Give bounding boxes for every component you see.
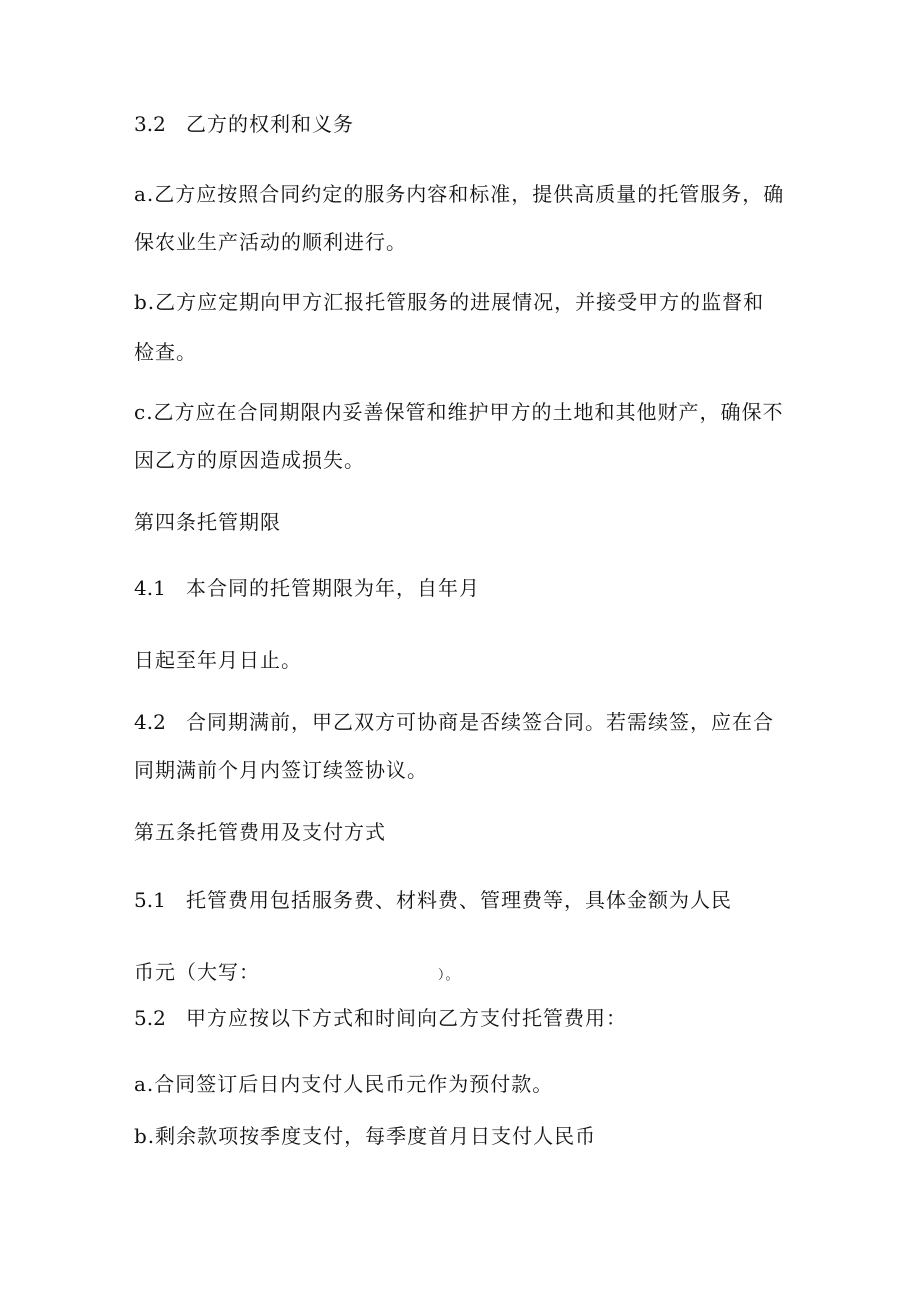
- clause-4-1-line-1: [134, 574, 480, 602]
- item-b-line-1: b.乙方应定期向甲方汇报托管服务的进展情况，并接受甲方的监督和: [134, 290, 765, 314]
- clause-number: 4.1: [134, 576, 166, 600]
- item-c-line-1: c.乙方应在合同期限内妥善保管和维护甲方的土地和其他财产，确保不: [134, 400, 784, 424]
- clause-5-2-item-a: a.合同签订后日内支付人民币元作为预付款。: [134, 1072, 554, 1096]
- clause-text: 合同期满前，甲乙双方可协商是否续签合同。若需续签，应在合: [186, 710, 774, 734]
- amount-capitalized-label: 币元（大写：: [134, 960, 260, 984]
- clause-number: 4.2: [134, 710, 166, 734]
- clause-5-2-line-1: [134, 1004, 627, 1032]
- section-title: 乙方的权利和义务: [186, 112, 354, 136]
- closing-paren: ）。: [438, 968, 460, 983]
- article-4-heading: 第四条托管期限: [134, 510, 281, 534]
- clause-text: 本合同的托管期限为年，自年月: [186, 576, 480, 600]
- clause-number: 5.1: [134, 888, 166, 912]
- item-c-line-2: 因乙方的原因造成损失。: [134, 448, 365, 472]
- clause-4-2-line-2: 同期满前个月内签订续签协议。: [134, 758, 428, 782]
- item-a-line-2: 保农业生产活动的顺利进行。: [134, 230, 407, 254]
- section-number: 3.2: [134, 112, 166, 136]
- section-3-2-heading: [134, 110, 354, 138]
- clause-4-2-line-1: [134, 708, 774, 736]
- item-b-line-2: 检查。: [134, 340, 197, 364]
- item-a-line-1: a.乙方应按照合同约定的服务内容和标准，提供高质量的托管服务，确: [134, 182, 785, 206]
- clause-text: 甲方应按以下方式和时间向乙方支付托管费用：: [186, 1006, 627, 1030]
- clause-text: 托管费用包括服务费、材料费、管理费等，具体金额为人民: [186, 888, 732, 912]
- clause-5-2-item-b: b.剩余款项按季度支付，每季度首月日支付人民币: [134, 1124, 597, 1148]
- clause-number: 5.2: [134, 1006, 166, 1030]
- clause-5-1-line-1: [134, 886, 732, 914]
- article-5-heading: 第五条托管费用及支付方式: [134, 820, 386, 844]
- clause-5-1-line-2: [134, 958, 460, 990]
- clause-4-1-line-2: 日起至年月日止。: [134, 648, 302, 672]
